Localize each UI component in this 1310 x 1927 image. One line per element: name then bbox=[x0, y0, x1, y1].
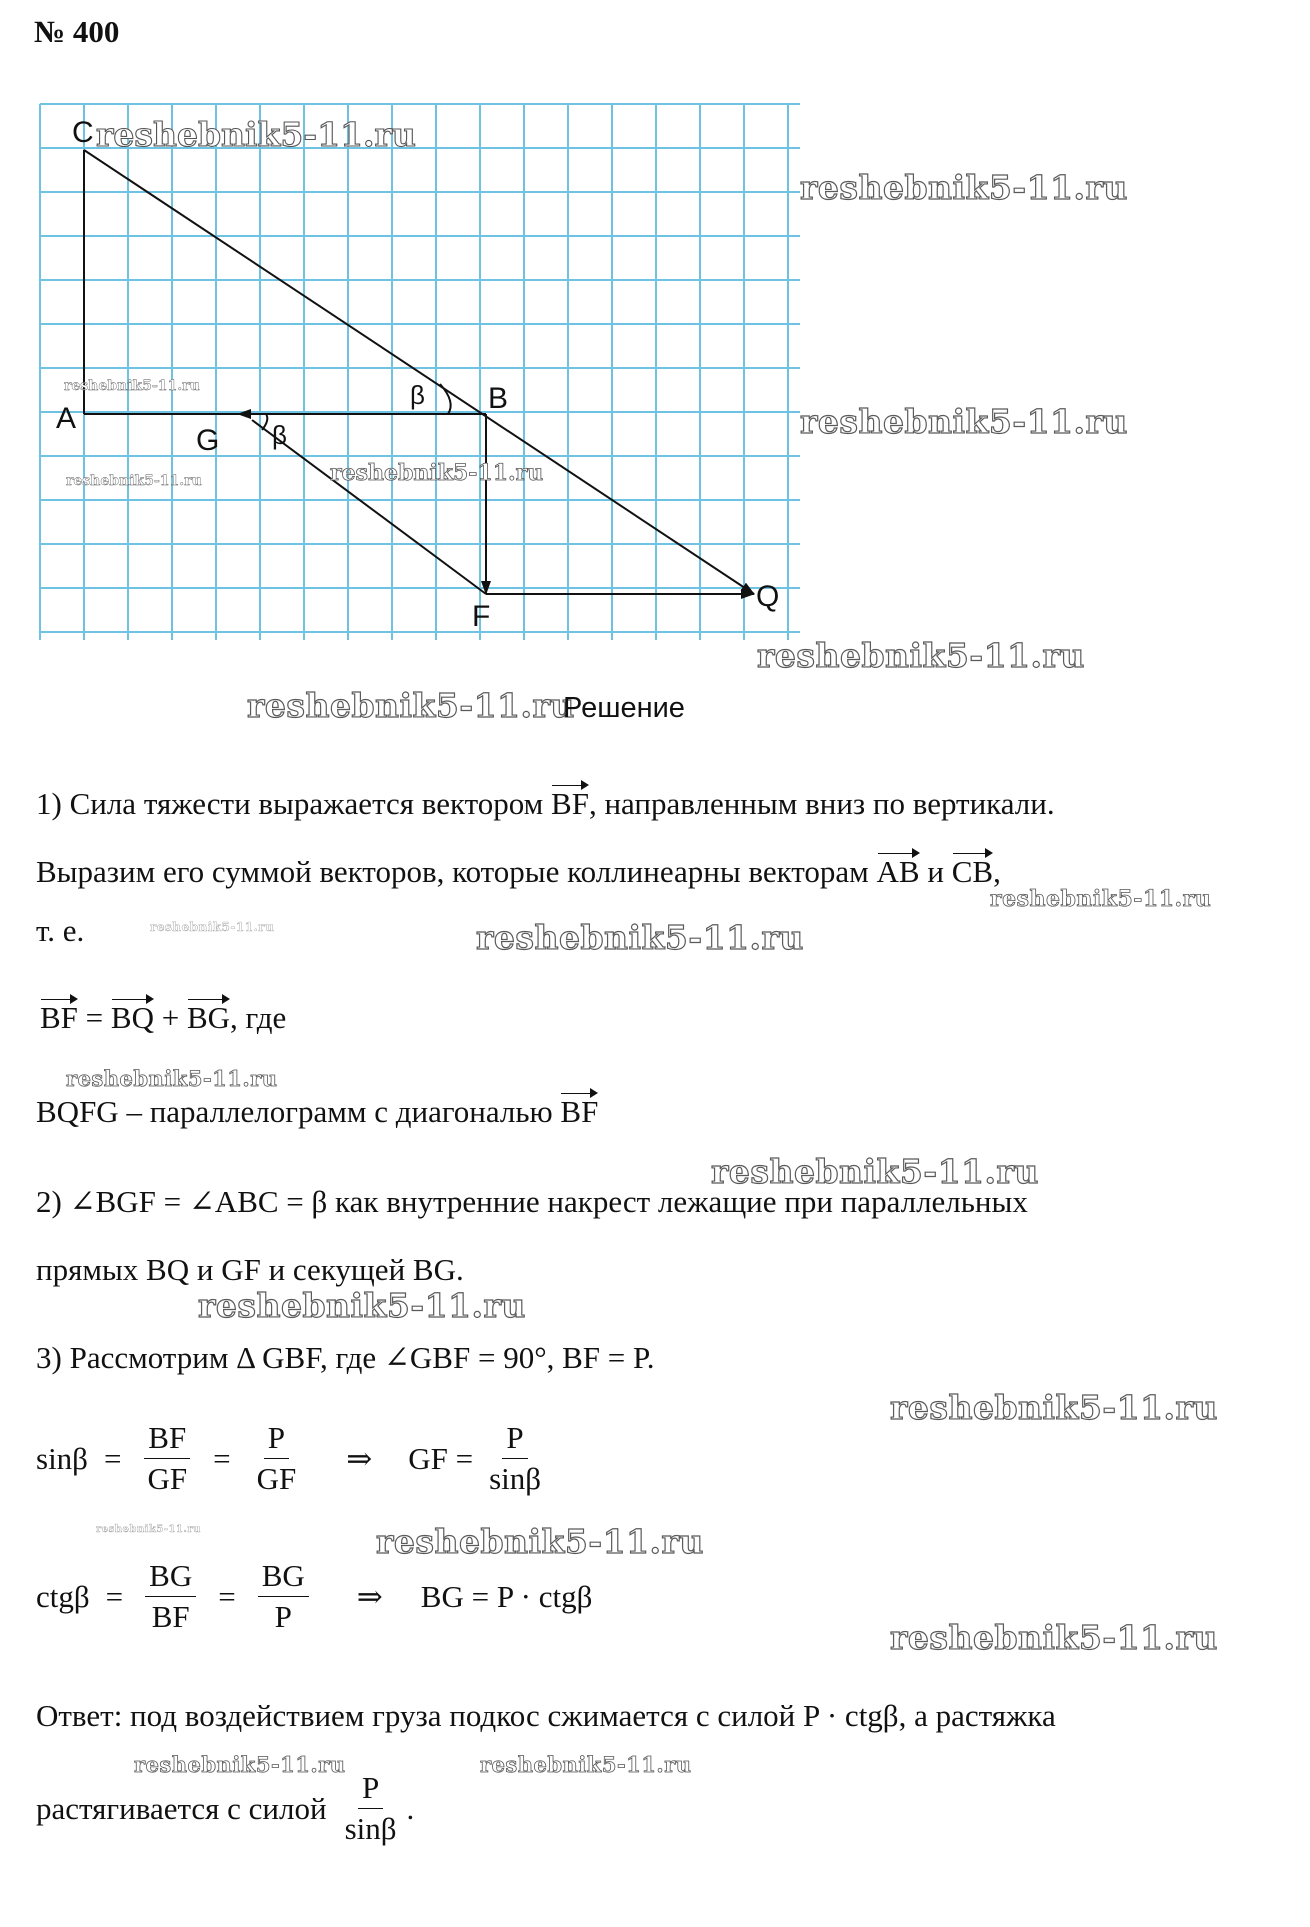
watermark: reshebnik5-11.ru bbox=[476, 918, 804, 957]
watermark: reshebnik5-11.ru bbox=[247, 686, 575, 725]
force-diagram bbox=[0, 0, 1310, 700]
vector-equation: BF = BQ + BG, где bbox=[40, 1000, 287, 1035]
watermark: reshebnik5-11.ru bbox=[64, 378, 200, 394]
point-G: G bbox=[196, 424, 220, 457]
watermark: reshebnik5-11.ru bbox=[990, 886, 1212, 912]
watermark: reshebnik5-11.ru bbox=[800, 168, 1128, 207]
point-C: C bbox=[72, 116, 94, 149]
point-F: F bbox=[472, 600, 491, 633]
problem-number: № 400 bbox=[34, 14, 120, 49]
angle-label-bottom: β bbox=[272, 420, 287, 450]
line-CQ bbox=[84, 150, 754, 594]
step2-line2: прямых BQ и GF и секущей BG. bbox=[36, 1252, 464, 1287]
watermark: reshebnik5-11.ru bbox=[890, 1388, 1218, 1427]
angle-arc-G bbox=[262, 414, 267, 430]
watermark: reshebnik5-11.ru bbox=[480, 1752, 692, 1777]
watermark: reshebnik5-11.ru bbox=[96, 115, 416, 154]
angle-label-top: β bbox=[410, 380, 425, 410]
watermark: reshebnik5-11.ru bbox=[711, 1152, 1039, 1191]
solution-heading: Решение bbox=[563, 692, 685, 724]
step1-line3: т. е. bbox=[36, 913, 85, 948]
watermark: reshebnik5-11.ru bbox=[66, 473, 202, 489]
answer-line2: растягивается с силой $\frac{P}{\sin\beta}$ . bbox=[36, 1770, 415, 1846]
step1-line2: Выразим его суммой векторов, которые коллинеарны векторам AB и CB, bbox=[36, 854, 1001, 889]
parallelogram-line: BQFG – параллелограмм с диагональю BF bbox=[36, 1094, 599, 1129]
watermark: reshebnik5-11.ru bbox=[96, 1524, 201, 1535]
point-Q: Q bbox=[756, 580, 780, 613]
ctg-equation: ctgβ = $\frac{BG}{BF}$ = $\frac{BG}{P}$ ⇒ BG = P · ctgβ bbox=[36, 1558, 593, 1634]
answer-line1: Ответ: под воздействием груза подкос сжимается с силой P · ctgβ, а растяжка bbox=[36, 1698, 1056, 1733]
watermark: reshebnik5-11.ru bbox=[757, 636, 1085, 675]
watermark: reshebnik5-11.ru bbox=[66, 1066, 278, 1091]
watermark: reshebnik5-11.ru bbox=[890, 1618, 1218, 1657]
step3-line: 3) Рассмотрим Δ GBF, где ∠GBF = 90°, BF = P. bbox=[36, 1340, 655, 1375]
line-GF bbox=[252, 420, 486, 594]
sin-equation: sinβ = $\frac{BF}{GF}$ = $\frac{P}{GF}$ ⇒ GF = $\frac{P}{\sin\beta}$ bbox=[36, 1420, 542, 1496]
step2-line1: 2) ∠BGF = ∠ABC = β как внутренние накрест лежащие при параллельных bbox=[36, 1184, 1028, 1219]
watermark: reshebnik5-11.ru bbox=[150, 920, 275, 934]
watermark: reshebnik5-11.ru bbox=[376, 1522, 704, 1561]
point-B: B bbox=[488, 382, 509, 415]
step1-line1: 1) Сила тяжести выражается вектором BF, направленным вниз по вертикали. bbox=[36, 786, 1055, 821]
watermark: reshebnik5-11.ru bbox=[800, 402, 1128, 441]
watermark: reshebnik5-11.ru bbox=[198, 1286, 526, 1325]
watermark: reshebnik5-11.ru bbox=[330, 460, 544, 486]
point-A: A bbox=[56, 402, 77, 435]
watermark: reshebnik5-11.ru bbox=[134, 1752, 346, 1777]
